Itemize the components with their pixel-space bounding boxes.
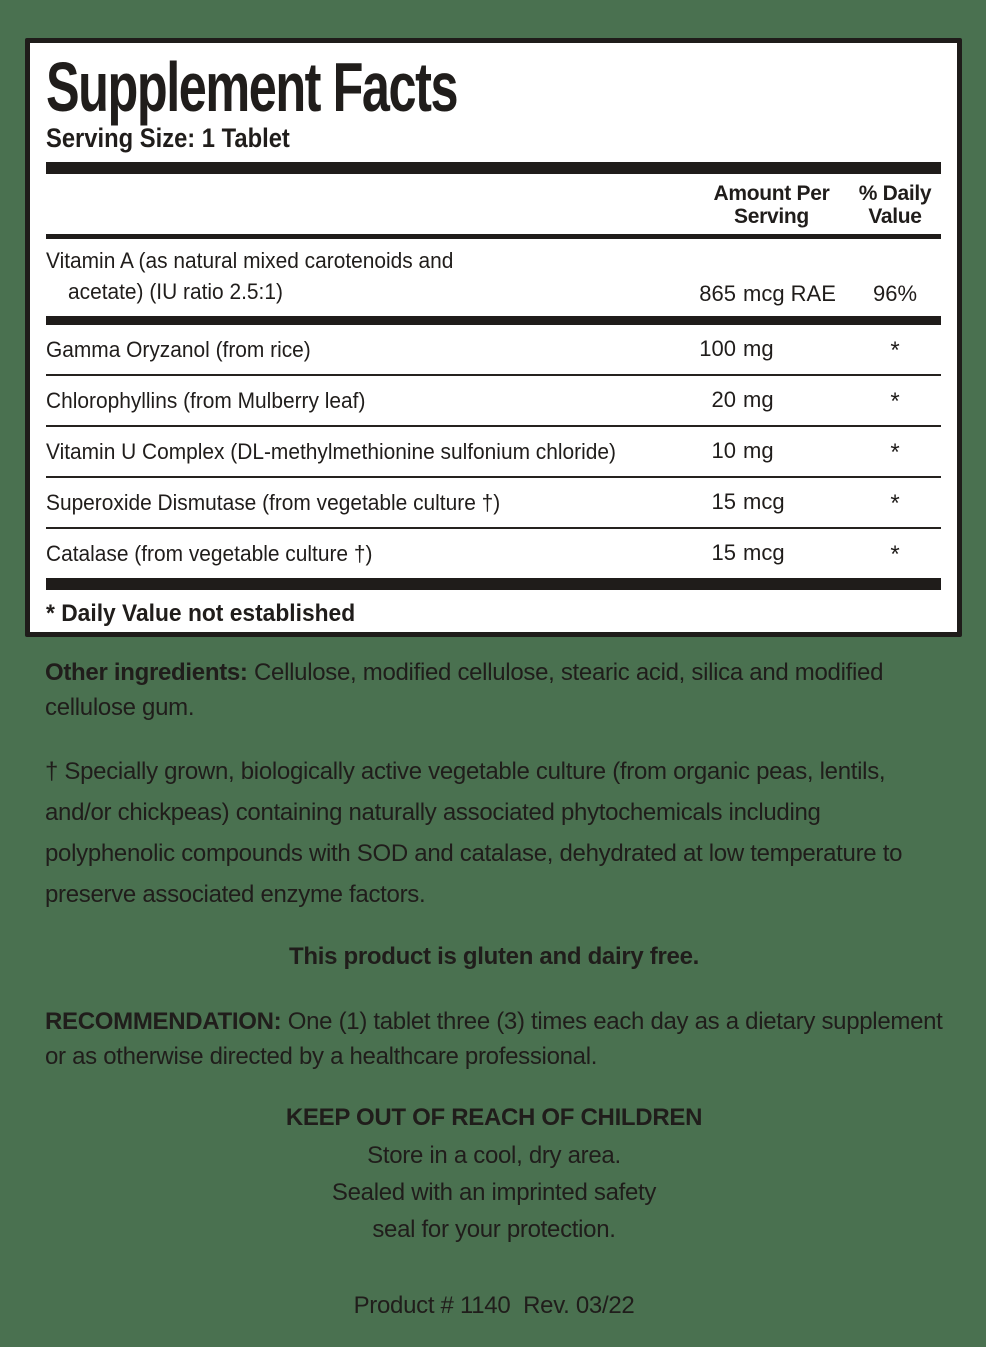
- other-ingredients-label: Other ingredients:: [45, 659, 254, 686]
- ingredient-name: [46, 490, 694, 515]
- ingredient-name-text: Gamma Oryzanol (from rice): [46, 336, 311, 362]
- column-header-amount-line2: Serving: [734, 205, 809, 228]
- daily-value-cell: *: [890, 439, 900, 466]
- ingredient-name-text: Vitamin U Complex (DL-methylmethionine sulfonium chloride): [46, 438, 616, 464]
- amount-unit: mcg: [743, 540, 785, 565]
- amount-unit: mg: [743, 438, 774, 463]
- column-header-dv-line1: % Daily: [858, 182, 932, 205]
- storage-line: seal for your protection.: [372, 1216, 616, 1243]
- ingredient-name: [46, 541, 694, 566]
- divider-heavy-bottom: [46, 578, 941, 590]
- amount-unit: mcg: [743, 489, 785, 514]
- storage-line: Store in a cool, dry area.: [367, 1142, 621, 1169]
- table-row: [46, 325, 941, 374]
- daily-value-cell: *: [890, 337, 900, 364]
- dagger-footnote-paragraph: † Specially grown, biologically active vegetable culture (from organic peas, lentils, and/or chickpeas) containing naturally associated phytochemicals including polyphenolic compounds with SOD and catalase, dehydrated at low temperature to preserve associated enzyme factors.: [45, 758, 903, 908]
- daily-value-cell: *: [890, 490, 900, 517]
- table-row: [46, 476, 941, 527]
- amount-unit: mg: [743, 336, 774, 361]
- amount-cell: [694, 540, 849, 566]
- serving-size-text: Serving Size: 1 Tablet: [46, 123, 290, 153]
- table-header-row: [46, 174, 941, 234]
- recommendation-text: One (1) tablet three (3) times each day as a dietary supplement or as otherwise directed by a healthcare professional.: [45, 1008, 943, 1070]
- divider-heavy-top: [46, 162, 941, 174]
- table-row-vitamin-a: [46, 239, 941, 316]
- supplement-facts-panel: [25, 38, 962, 637]
- other-ingredients-paragraph: [45, 655, 943, 725]
- amount-value: 865: [699, 281, 736, 306]
- panel-title: Supplement Facts: [46, 48, 458, 126]
- amount-value: 15: [711, 489, 736, 514]
- column-header-amount-line1: Amount Per: [713, 182, 830, 205]
- ingredient-name-text: Superoxide Dismutase (from vegetable culture †): [46, 489, 501, 515]
- ingredient-name-line1: Vitamin A (as natural mixed carotenoids and: [46, 248, 454, 273]
- column-header-amount-per-serving: [694, 182, 849, 228]
- daily-value-cell: 96%: [872, 281, 918, 306]
- ingredient-name: [46, 388, 694, 413]
- daily-value-footnote: * Daily Value not established: [46, 600, 356, 627]
- divider-medium: [46, 316, 941, 325]
- storage-line: Sealed with an imprinted safety: [331, 1179, 657, 1206]
- amount-unit: mg: [743, 387, 774, 412]
- ingredient-name: [46, 439, 694, 464]
- amount-value: 10: [711, 438, 736, 463]
- recommendation-paragraph: [45, 1004, 943, 1074]
- label-body-text: [45, 655, 943, 1347]
- ingredient-name-text: Catalase (from vegetable culture †): [46, 540, 373, 566]
- table-row: [46, 374, 941, 425]
- table-row: [46, 425, 941, 476]
- keep-out-of-reach-warning: KEEP OUT OF REACH OF CHILDREN: [285, 1104, 703, 1131]
- recommendation-label: RECOMMENDATION:: [45, 1008, 288, 1035]
- amount-cell: [694, 281, 849, 307]
- ingredient-name-text: Chlorophyllins (from Mulberry leaf): [46, 387, 366, 413]
- ingredient-name-line2: acetate) (IU ratio 2.5:1): [68, 279, 283, 304]
- amount-value: 100: [699, 336, 736, 361]
- storage-instructions: [45, 1137, 943, 1248]
- ingredient-name: [46, 337, 694, 362]
- column-header-daily-value: [849, 182, 941, 228]
- amount-value: 15: [711, 540, 736, 565]
- column-header-dv-line2: Value: [868, 205, 922, 228]
- gluten-dairy-free-statement: This product is gluten and dairy free.: [289, 943, 699, 970]
- daily-value-cell: *: [890, 388, 900, 415]
- daily-value-cell: *: [890, 541, 900, 568]
- product-number-revision: Product # 1140 Rev. 03/22: [353, 1292, 635, 1319]
- ingredient-name: [46, 245, 694, 307]
- other-ingredients-text: Cellulose, modified cellulose, stearic acid, silica and modified cellulose gum.: [45, 659, 884, 721]
- amount-cell: [694, 336, 849, 362]
- table-row: [46, 527, 941, 578]
- amount-cell: [694, 387, 849, 413]
- amount-cell: [694, 489, 849, 515]
- amount-unit: mcg RAE: [743, 281, 836, 306]
- amount-cell: [694, 438, 849, 464]
- amount-value: 20: [711, 387, 736, 412]
